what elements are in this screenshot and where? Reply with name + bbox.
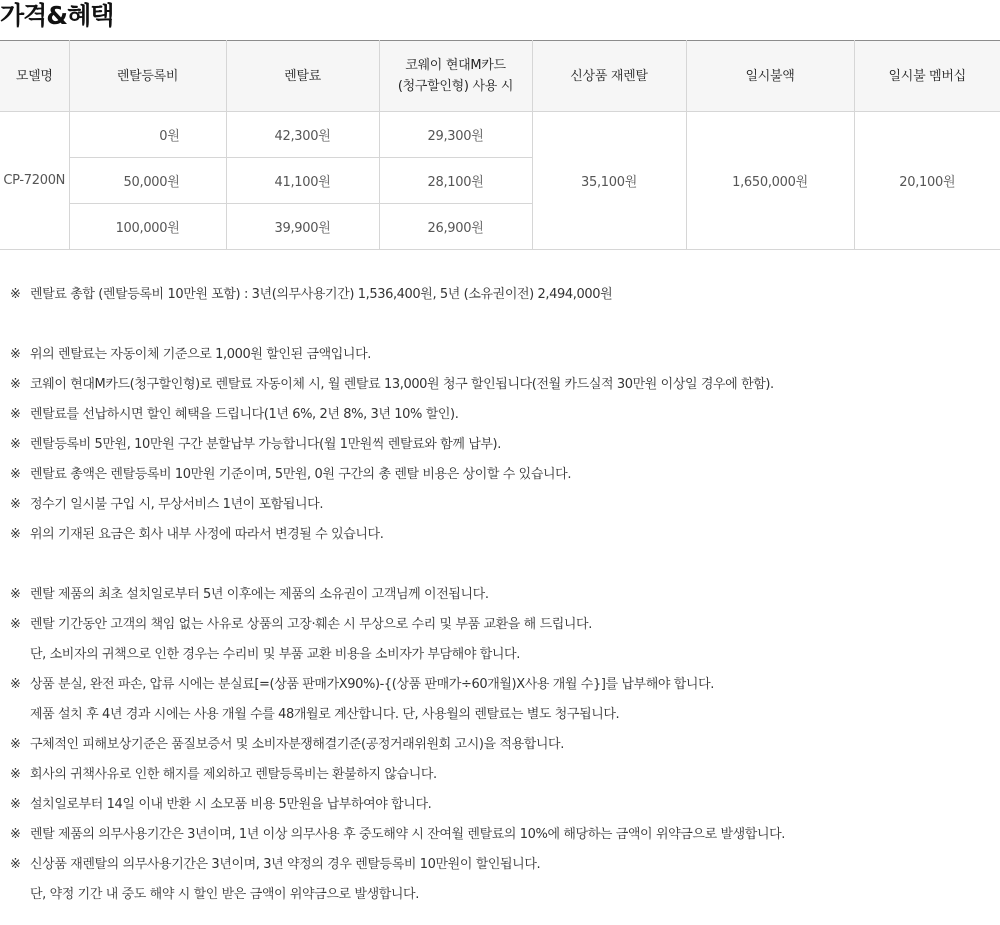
registration-fee-cell: 50,000원 <box>69 158 226 204</box>
note-text: 제품 설치 후 4년 경과 시에는 사용 개월 수를 48개월로 계산합니다. 단, 사용월의 렌탈료는 별도 청구됩니다. <box>30 707 620 722</box>
note-text: 코웨이 현대M카드(청구할인형)로 렌탈료 자동이체 시, 월 렌탈료 13,000원 청구 할인됩니다(전월 카드실적 30만원 이상일 경우에 한함). <box>30 377 774 392</box>
note-mark: ※ <box>10 287 21 302</box>
lump-sum-membership-cell: 20,100원 <box>854 112 1000 250</box>
rental-fee-cell: 42,300원 <box>226 112 379 158</box>
rental-fee-cell: 41,100원 <box>226 158 379 204</box>
note-mark: ※ <box>10 377 21 392</box>
note-mark: ※ <box>10 767 21 782</box>
note-item <box>0 460 1000 490</box>
new-rerental-cell: 35,100원 <box>532 112 686 250</box>
price-table <box>0 40 1000 250</box>
card-price-cell: 28,100원 <box>379 158 532 204</box>
note-mark: ※ <box>10 497 21 512</box>
note-continuation <box>0 700 1000 730</box>
note-text: 설치일로부터 14일 이내 반환 시 소모품 비용 5만원을 납부하여야 합니다. <box>30 797 432 812</box>
note-mark: ※ <box>10 347 21 362</box>
note-item <box>0 340 1000 370</box>
note-text: 위의 렌탈료는 자동이체 기준으로 1,000원 할인된 금액입니다. <box>30 347 371 362</box>
note-mark: ※ <box>10 437 21 452</box>
table-row <box>0 112 1000 158</box>
note-mark: ※ <box>10 677 21 692</box>
note-item <box>0 610 1000 640</box>
note-text: 신상품 재렌탈의 의무사용기간은 3년이며, 3년 약정의 경우 렌탈등록비 10만원이 할인됩니다. <box>30 857 541 872</box>
note-item <box>0 520 1000 550</box>
note-text: 렌탈료 총합 (렌탈등록비 10만원 포함) : 3년(의무사용기간) 1,536,400원, 5년 (소유권이전) 2,494,000원 <box>30 287 613 302</box>
note-item <box>0 730 1000 760</box>
note-item <box>0 430 1000 460</box>
note-text: 렌탈 제품의 최초 설치일로부터 5년 이후에는 제품의 소유권이 고객님께 이전됩니다. <box>30 587 489 602</box>
note-mark: ※ <box>10 467 21 482</box>
header-card-discount-line2: (청구할인형) 사용 시 <box>397 79 514 94</box>
note-item <box>0 370 1000 400</box>
note-text: 단, 약정 기간 내 중도 해약 시 할인 받은 금액이 위약금으로 발생합니다. <box>30 887 419 902</box>
note-item <box>0 760 1000 790</box>
model-name-cell: CP-7200N <box>0 112 69 250</box>
header-card-discount <box>379 41 532 112</box>
note-mark: ※ <box>10 617 21 632</box>
note-continuation <box>0 640 1000 670</box>
note-text: 렌탈등록비 5만원, 10만원 구간 분할납부 가능합니다(월 1만원씩 렌탈료와 함께 납부). <box>30 437 501 452</box>
note-mark: ※ <box>10 827 21 842</box>
note-mark: ※ <box>10 527 21 542</box>
note-mark: ※ <box>10 407 21 422</box>
header-lump-sum-membership: 일시불 멤버십 <box>854 41 1000 112</box>
header-card-discount-line1: 코웨이 현대M카드 <box>405 58 506 73</box>
note-spacer <box>0 310 1000 340</box>
note-spacer <box>0 550 1000 580</box>
table-header-row <box>0 41 1000 112</box>
page-title: 가격&혜택 <box>0 1 114 30</box>
card-price-cell: 26,900원 <box>379 204 532 250</box>
note-item <box>0 790 1000 820</box>
note-text: 단, 소비자의 귀책으로 인한 경우는 수리비 및 부품 교환 비용을 소비자가 부담해야 합니다. <box>30 647 520 662</box>
note-text: 렌탈 제품의 의무사용기간은 3년이며, 1년 이상 의무사용 후 중도해약 시 잔여월 렌탈료의 10%에 해당하는 금액이 위약금으로 발생합니다. <box>30 827 785 842</box>
card-price-cell: 29,300원 <box>379 112 532 158</box>
note-continuation <box>0 880 1000 910</box>
note-text: 구체적인 피해보상기준은 품질보증서 및 소비자분쟁해결기준(공정거래위원회 고시)을 적용합니다. <box>30 737 564 752</box>
note-item <box>0 400 1000 430</box>
note-item <box>0 490 1000 520</box>
note-item <box>0 280 1000 310</box>
registration-fee-cell: 0원 <box>69 112 226 158</box>
note-item <box>0 820 1000 850</box>
note-mark: ※ <box>10 857 21 872</box>
header-registration-fee: 렌탈등록비 <box>69 41 226 112</box>
header-rental-fee: 렌탈료 <box>226 41 379 112</box>
note-item <box>0 670 1000 700</box>
rental-fee-cell: 39,900원 <box>226 204 379 250</box>
notes-section <box>0 280 1000 910</box>
note-mark: ※ <box>10 587 21 602</box>
note-text: 상품 분실, 완전 파손, 압류 시에는 분실료[=(상품 판매가X90%)-{(상품 판매가÷60개월)X사용 개월 수}]를 납부해야 합니다. <box>30 677 714 692</box>
note-item <box>0 580 1000 610</box>
note-text: 렌탈료를 선납하시면 할인 혜택을 드립니다(1년 6%, 2년 8%, 3년 10% 할인). <box>30 407 459 422</box>
header-lump-sum: 일시불액 <box>686 41 854 112</box>
lump-sum-cell: 1,650,000원 <box>686 112 854 250</box>
note-item <box>0 850 1000 880</box>
note-mark: ※ <box>10 797 21 812</box>
header-model: 모델명 <box>0 41 69 112</box>
note-mark: ※ <box>10 737 21 752</box>
note-text: 렌탈 기간동안 고객의 책임 없는 사유로 상품의 고장·훼손 시 무상으로 수리 및 부품 교환을 해 드립니다. <box>30 617 592 632</box>
note-text: 위의 기재된 요금은 회사 내부 사정에 따라서 변경될 수 있습니다. <box>30 527 384 542</box>
note-text: 회사의 귀책사유로 인한 해지를 제외하고 렌탈등록비는 환불하지 않습니다. <box>30 767 437 782</box>
registration-fee-cell: 100,000원 <box>69 204 226 250</box>
header-new-rerental: 신상품 재렌탈 <box>532 41 686 112</box>
note-text: 정수기 일시불 구입 시, 무상서비스 1년이 포함됩니다. <box>30 497 324 512</box>
note-text: 렌탈료 총액은 렌탈등록비 10만원 기준이며, 5만원, 0원 구간의 총 렌탈 비용은 상이할 수 있습니다. <box>30 467 572 482</box>
